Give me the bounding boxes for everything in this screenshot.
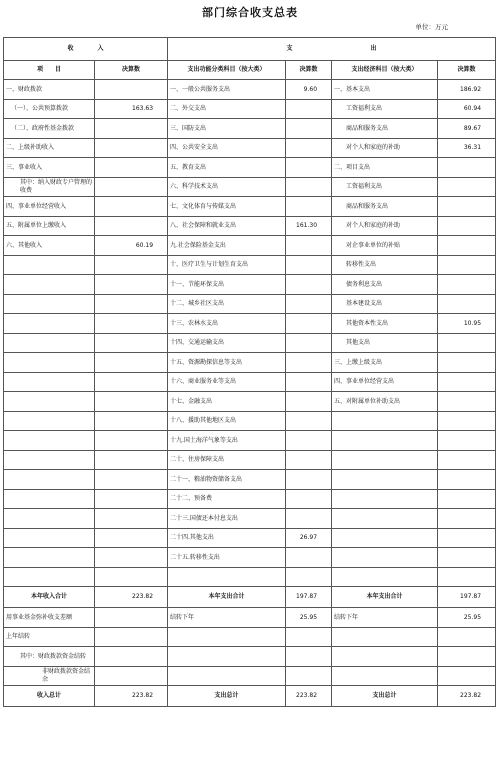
- carryover-item-cell: 上年结转: [4, 627, 95, 647]
- economic-item-cell: [332, 470, 438, 490]
- carryover-item-cell: 用事业基金弥补收支差额: [4, 608, 95, 628]
- function-item-cell: 十五、资源勘探信息等支出: [168, 353, 286, 373]
- carryover-amount-cell: [95, 627, 168, 647]
- economic-amount-cell: [438, 548, 496, 568]
- function-amount-cell: [286, 450, 332, 470]
- economic-item-cell: 基本建设支出: [332, 294, 438, 314]
- table-row: [4, 509, 496, 529]
- table-row: [4, 470, 496, 490]
- function-amount-cell: [286, 138, 332, 158]
- income-amount-cell: [95, 567, 168, 587]
- income-sum-value: 223.82: [95, 587, 168, 608]
- function-item-cell: 七、文化体育与传媒支出: [168, 197, 286, 217]
- income-amount-cell: [95, 372, 168, 392]
- income-amount-cell: [95, 119, 168, 139]
- economic-amount-cell: [438, 470, 496, 490]
- economic-amount-cell: [438, 158, 496, 178]
- income-item-cell: 其中：纳入财政专户管理的收费: [4, 177, 95, 197]
- annual-total-row: [4, 587, 496, 608]
- economic-item-cell: 其他支出: [332, 333, 438, 353]
- income-item-cell: （一）、公共预算拨款: [4, 99, 95, 119]
- carryover-item-cell: 其中：财政拨款资金结转: [4, 647, 95, 667]
- function-amount-cell: 26.97: [286, 528, 332, 548]
- economic-amount-cell: [438, 567, 496, 587]
- function-amount-cell: [286, 275, 332, 295]
- economic-item-cell: 一、基本支出: [332, 80, 438, 100]
- function-item-cell: 二十三.国债还本付息支出: [168, 509, 286, 529]
- economic-total-label: 支出总计: [332, 686, 438, 707]
- carryover-func-amount: [286, 627, 332, 647]
- function-item-cell: 二十四.其他支出: [168, 528, 286, 548]
- income-item-cell: [4, 353, 95, 373]
- income-amount-cell: [95, 528, 168, 548]
- economic-amount-cell: [438, 216, 496, 236]
- function-item-cell: 二十二、预备费: [168, 489, 286, 509]
- income-amount-cell: [95, 431, 168, 451]
- economic-item-cell: 对企事业单位的补贴: [332, 236, 438, 256]
- income-total-label: 收入总计: [4, 686, 95, 707]
- table-row: [4, 411, 496, 431]
- economic-amount-cell: [438, 392, 496, 412]
- carryover-row: [4, 647, 496, 667]
- function-item-cell: 五、教育支出: [168, 158, 286, 178]
- col-budget-header: 决算数: [95, 61, 168, 80]
- function-amount-cell: [286, 470, 332, 490]
- function-item-cell: 一、一般公共服务支出: [168, 80, 286, 100]
- economic-amount-cell: [438, 255, 496, 275]
- income-item-cell: （二）、政府性基金拨款: [4, 119, 95, 139]
- carryover-func-cell: [168, 627, 286, 647]
- table-row: [4, 138, 496, 158]
- function-item-cell: 二十五.转移性支出: [168, 548, 286, 568]
- header-row-group: [4, 38, 496, 61]
- economic-amount-cell: 36.31: [438, 138, 496, 158]
- income-amount-cell: [95, 177, 168, 197]
- function-sum-label: 本年支出合计: [168, 587, 286, 608]
- carryover-row: [4, 608, 496, 628]
- income-item-cell: [4, 489, 95, 509]
- economic-amount-cell: [438, 197, 496, 217]
- col-item-header: 项 目: [4, 61, 95, 80]
- income-amount-cell: [95, 216, 168, 236]
- income-item-cell: 三、事业收入: [4, 158, 95, 178]
- function-item-cell: 十、医疗卫生与计划生育支出: [168, 255, 286, 275]
- economic-amount-cell: 10.95: [438, 314, 496, 334]
- income-amount-cell: [95, 255, 168, 275]
- carryover-func-amount: [286, 647, 332, 667]
- economic-item-cell: 商品和服务支出: [332, 119, 438, 139]
- economic-sum-label: 本年支出合计: [332, 587, 438, 608]
- function-amount-cell: 9.60: [286, 80, 332, 100]
- carryover-amount-cell: [95, 647, 168, 667]
- income-item-cell: [4, 509, 95, 529]
- income-item-cell: [4, 372, 95, 392]
- carryover-func-cell: [168, 647, 286, 667]
- table-row: [4, 216, 496, 236]
- function-item-cell: 八、社会保障和就业支出: [168, 216, 286, 236]
- income-amount-cell: [95, 392, 168, 412]
- table-row: [4, 528, 496, 548]
- function-amount-cell: [286, 333, 332, 353]
- income-sum-label: 本年收入合计: [4, 587, 95, 608]
- function-amount-cell: [286, 236, 332, 256]
- function-amount-cell: [286, 489, 332, 509]
- function-item-cell: 二、外交支出: [168, 99, 286, 119]
- economic-amount-cell: [438, 411, 496, 431]
- economic-item-cell: [332, 548, 438, 568]
- economic-item-cell: 二、项目支出: [332, 158, 438, 178]
- carryover-econ-cell: [332, 647, 438, 667]
- income-amount-cell: [95, 548, 168, 568]
- table-row: [4, 275, 496, 295]
- income-amount-cell: [95, 138, 168, 158]
- expense-header: 支 出: [168, 38, 496, 61]
- table-row: [4, 255, 496, 275]
- table-row: [4, 80, 496, 100]
- economic-item-cell: [332, 489, 438, 509]
- carryover-econ-amount: [438, 666, 496, 686]
- economic-item-cell: 五、对附属单位补助支出: [332, 392, 438, 412]
- function-amount-cell: [286, 177, 332, 197]
- carryover-econ-cell: [332, 666, 438, 686]
- table-row: [4, 567, 496, 587]
- income-item-cell: [4, 431, 95, 451]
- table-row: [4, 294, 496, 314]
- function-item-cell: 九.社会保险基金支出: [168, 236, 286, 256]
- table-row: [4, 177, 496, 197]
- function-item-cell: 十三、农林水支出: [168, 314, 286, 334]
- economic-amount-cell: [438, 450, 496, 470]
- carryover-econ-amount: 25.95: [438, 608, 496, 628]
- economic-amount-cell: [438, 236, 496, 256]
- function-amount-cell: [286, 353, 332, 373]
- function-amount-cell: [286, 197, 332, 217]
- table-row: [4, 119, 496, 139]
- income-item-cell: 六、其他收入: [4, 236, 95, 256]
- economic-amount-cell: 60.94: [438, 99, 496, 119]
- function-item-cell: 十七、金融支出: [168, 392, 286, 412]
- function-amount-cell: [286, 294, 332, 314]
- economic-item-cell: 工资福利支出: [332, 177, 438, 197]
- economic-item-cell: 对个人和家庭的补助: [332, 138, 438, 158]
- carryover-amount-cell: [95, 608, 168, 628]
- economic-amount-cell: [438, 294, 496, 314]
- income-amount-cell: [95, 489, 168, 509]
- carryover-row: [4, 666, 496, 686]
- economic-sum-value: 197.87: [438, 587, 496, 608]
- income-item-cell: [4, 294, 95, 314]
- function-amount-cell: [286, 431, 332, 451]
- income-amount-cell: [95, 294, 168, 314]
- economic-amount-cell: [438, 528, 496, 548]
- income-total-value: 223.82: [95, 686, 168, 707]
- economic-item-cell: 商品和服务支出: [332, 197, 438, 217]
- function-amount-cell: [286, 392, 332, 412]
- col-econ-header: 支出经济科目（按大类）: [332, 61, 438, 80]
- income-item-cell: [4, 528, 95, 548]
- function-item-cell: 十一、节能环保支出: [168, 275, 286, 295]
- function-sum-value: 197.87: [286, 587, 332, 608]
- income-item-cell: 二、上级补助收入: [4, 138, 95, 158]
- economic-item-cell: [332, 509, 438, 529]
- income-header: 收 入: [4, 38, 168, 61]
- income-amount-cell: [95, 158, 168, 178]
- carryover-item-cell: 非财政拨款资金结余: [4, 666, 95, 686]
- income-amount-cell: [95, 509, 168, 529]
- income-item-cell: [4, 567, 95, 587]
- function-amount-cell: [286, 119, 332, 139]
- carryover-econ-amount: [438, 647, 496, 667]
- function-amount-cell: [286, 99, 332, 119]
- table-row: [4, 236, 496, 256]
- function-amount-cell: [286, 548, 332, 568]
- function-total-value: 223.82: [286, 686, 332, 707]
- economic-amount-cell: [438, 177, 496, 197]
- function-amount-cell: [286, 411, 332, 431]
- function-item-cell: 十六、商业服务业等支出: [168, 372, 286, 392]
- function-item-cell: 十九.国土海洋气象等支出: [168, 431, 286, 451]
- income-amount-cell: 163.63: [95, 99, 168, 119]
- function-amount-cell: [286, 372, 332, 392]
- grand-total-row: [4, 686, 496, 707]
- unit-label: 单位：万元: [415, 23, 448, 31]
- function-item-cell: 三、国防支出: [168, 119, 286, 139]
- income-item-cell: [4, 411, 95, 431]
- economic-amount-cell: [438, 333, 496, 353]
- summary-table: [3, 37, 496, 707]
- economic-item-cell: 四、事业单位经营支出: [332, 372, 438, 392]
- col-budget-header: 决算数: [286, 61, 332, 80]
- carryover-func-amount: 25.95: [286, 608, 332, 628]
- table-row: [4, 158, 496, 178]
- function-amount-cell: [286, 314, 332, 334]
- income-item-cell: [4, 333, 95, 353]
- income-item-cell: [4, 255, 95, 275]
- table-row: [4, 431, 496, 451]
- carryover-econ-cell: [332, 627, 438, 647]
- economic-amount-cell: [438, 509, 496, 529]
- income-item-cell: 五、附属单位上缴收入: [4, 216, 95, 236]
- economic-amount-cell: [438, 431, 496, 451]
- economic-item-cell: [332, 528, 438, 548]
- economic-item-cell: 三、上缴上级支出: [332, 353, 438, 373]
- function-amount-cell: [286, 255, 332, 275]
- economic-item-cell: 其他资本性支出: [332, 314, 438, 334]
- function-item-cell: 十八、援助其他地区支出: [168, 411, 286, 431]
- income-amount-cell: 60.19: [95, 236, 168, 256]
- function-item-cell: 六、科学技术支出: [168, 177, 286, 197]
- function-amount-cell: [286, 567, 332, 587]
- economic-amount-cell: [438, 372, 496, 392]
- income-item-cell: [4, 392, 95, 412]
- economic-amount-cell: [438, 489, 496, 509]
- income-item-cell: [4, 470, 95, 490]
- function-item-cell: 十二、城乡社区支出: [168, 294, 286, 314]
- income-amount-cell: [95, 314, 168, 334]
- income-item-cell: 一、财政拨款: [4, 80, 95, 100]
- income-item-cell: [4, 548, 95, 568]
- income-amount-cell: [95, 470, 168, 490]
- income-amount-cell: [95, 333, 168, 353]
- economic-item-cell: [332, 450, 438, 470]
- income-item-cell: [4, 450, 95, 470]
- header-row-columns: [4, 61, 496, 80]
- economic-amount-cell: 89.67: [438, 119, 496, 139]
- carryover-econ-amount: [438, 627, 496, 647]
- carryover-amount-cell: [95, 666, 168, 686]
- income-amount-cell: [95, 411, 168, 431]
- table-row: [4, 489, 496, 509]
- economic-amount-cell: [438, 275, 496, 295]
- carryover-func-cell: 结转下年: [168, 608, 286, 628]
- function-item-cell: 十四、交通运输支出: [168, 333, 286, 353]
- table-row: [4, 392, 496, 412]
- table-row: [4, 548, 496, 568]
- function-amount-cell: 161.30: [286, 216, 332, 236]
- function-amount-cell: [286, 509, 332, 529]
- economic-total-value: 223.82: [438, 686, 496, 707]
- carryover-row: [4, 627, 496, 647]
- income-amount-cell: [95, 197, 168, 217]
- income-item-cell: [4, 314, 95, 334]
- col-budget-header: 决算数: [438, 61, 496, 80]
- economic-amount-cell: 186.92: [438, 80, 496, 100]
- table-row: [4, 99, 496, 119]
- economic-item-cell: 债务利息支出: [332, 275, 438, 295]
- income-amount-cell: [95, 275, 168, 295]
- carryover-econ-cell: 结转下年: [332, 608, 438, 628]
- function-item-cell: 四、公共安全支出: [168, 138, 286, 158]
- economic-amount-cell: [438, 353, 496, 373]
- carryover-func-amount: [286, 666, 332, 686]
- economic-item-cell: 对个人和家庭的补助: [332, 216, 438, 236]
- income-amount-cell: [95, 80, 168, 100]
- economic-item-cell: [332, 431, 438, 451]
- function-item-cell: 二十、住房保障支出: [168, 450, 286, 470]
- income-item-cell: [4, 275, 95, 295]
- income-amount-cell: [95, 450, 168, 470]
- economic-item-cell: [332, 567, 438, 587]
- carryover-func-cell: [168, 666, 286, 686]
- function-amount-cell: [286, 158, 332, 178]
- economic-item-cell: 工资福利支出: [332, 99, 438, 119]
- function-total-label: 支出总计: [168, 686, 286, 707]
- table-row: [4, 372, 496, 392]
- table-row: [4, 353, 496, 373]
- table-row: [4, 333, 496, 353]
- table-row: [4, 450, 496, 470]
- economic-item-cell: 转移性支出: [332, 255, 438, 275]
- income-item-cell: 四、事业单位经营收入: [4, 197, 95, 217]
- function-item-cell: [168, 567, 286, 587]
- page-title: 部门综合收支总表: [202, 6, 298, 19]
- economic-item-cell: [332, 411, 438, 431]
- col-func-header: 支出功能分类科目（按大类）: [168, 61, 286, 80]
- table-row: [4, 314, 496, 334]
- table-row: [4, 197, 496, 217]
- income-amount-cell: [95, 353, 168, 373]
- function-item-cell: 二十一、粮油物资储备支出: [168, 470, 286, 490]
